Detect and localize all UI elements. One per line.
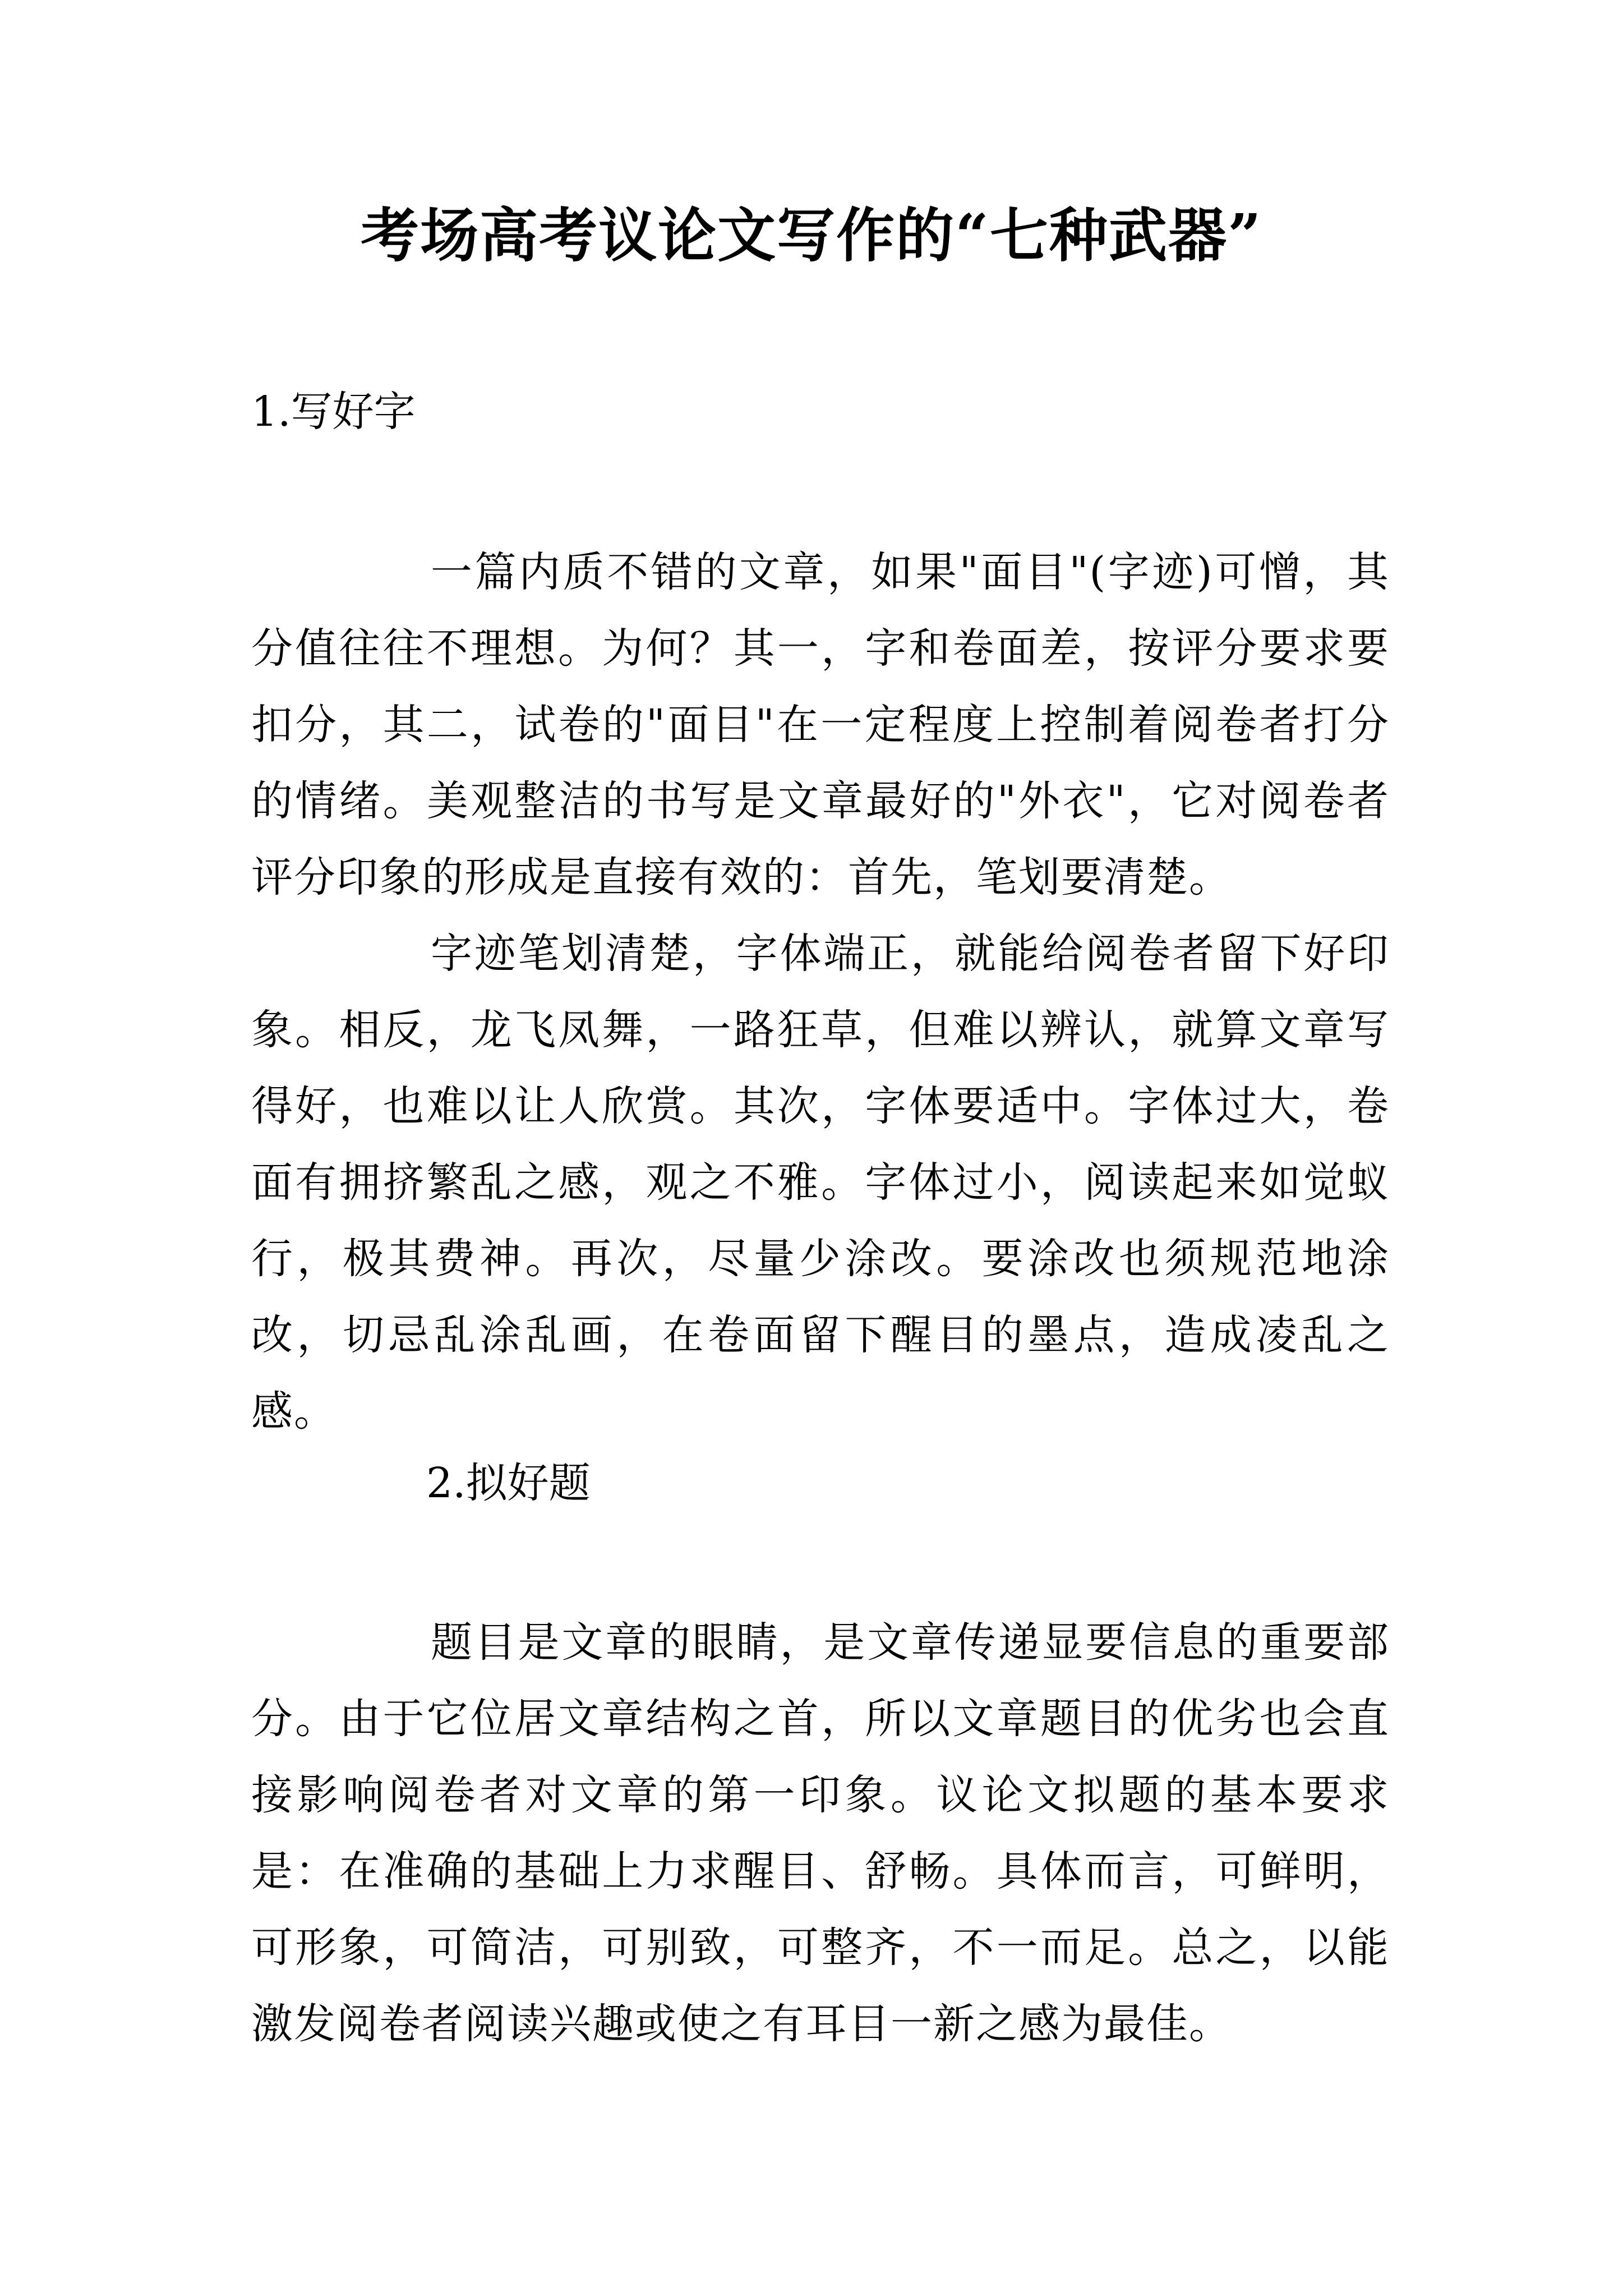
- section-heading-1: 1.写好字: [251, 388, 416, 436]
- section-1-paragraph-1: 一篇内质不错的文章，如果"面目"(字迹)可憎，其分值往往不理想。为何？其一，字和卷面差，按评分要求要扣分，其二，试卷的"面目"在一定程度上控制着阅卷者打分的情绪。美观整洁的书写是文章最好的"外衣"，它对阅卷者评分印象的形成是直接有效的：首先，笔划要清楚。: [251, 548, 1390, 901]
- section-1-paragraph-2: 字迹笔划清楚，字体端正，就能给阅卷者留下好印象。相反，龙飞凤舞，一路狂草，但难以辨认，就算文章写得好，也难以让人欣赏。其次，字体要适中。字体过大，卷面有拥挤繁乱之感，观之不雅。字体过小，阅读起来如觉蚁行，极其费神。再次，尽量少涂改。要涂改也须规范地涂改，切忌乱涂乱画，在卷面留下醒目的墨点，造成凌乱之感。: [251, 930, 1390, 1435]
- section-2-paragraph-1: 题目是文章的眼睛，是文章传递显要信息的重要部分。由于它位居文章结构之首，所以文章题目的优劣也会直接影响阅卷者对文章的第一印象。议论文拟题的基本要求是：在准确的基础上力求醒目、舒畅。具体而言，可鲜明，可形象，可简洁，可别致，可整齐，不一而足。总之，以能激发阅卷者阅读兴趣或使之有耳目一新之感为最佳。: [251, 1618, 1390, 2048]
- section-heading-2: 2.拟好题: [426, 1459, 591, 1507]
- document-title: 考场高考议论文写作的“七种武器”: [361, 201, 1262, 270]
